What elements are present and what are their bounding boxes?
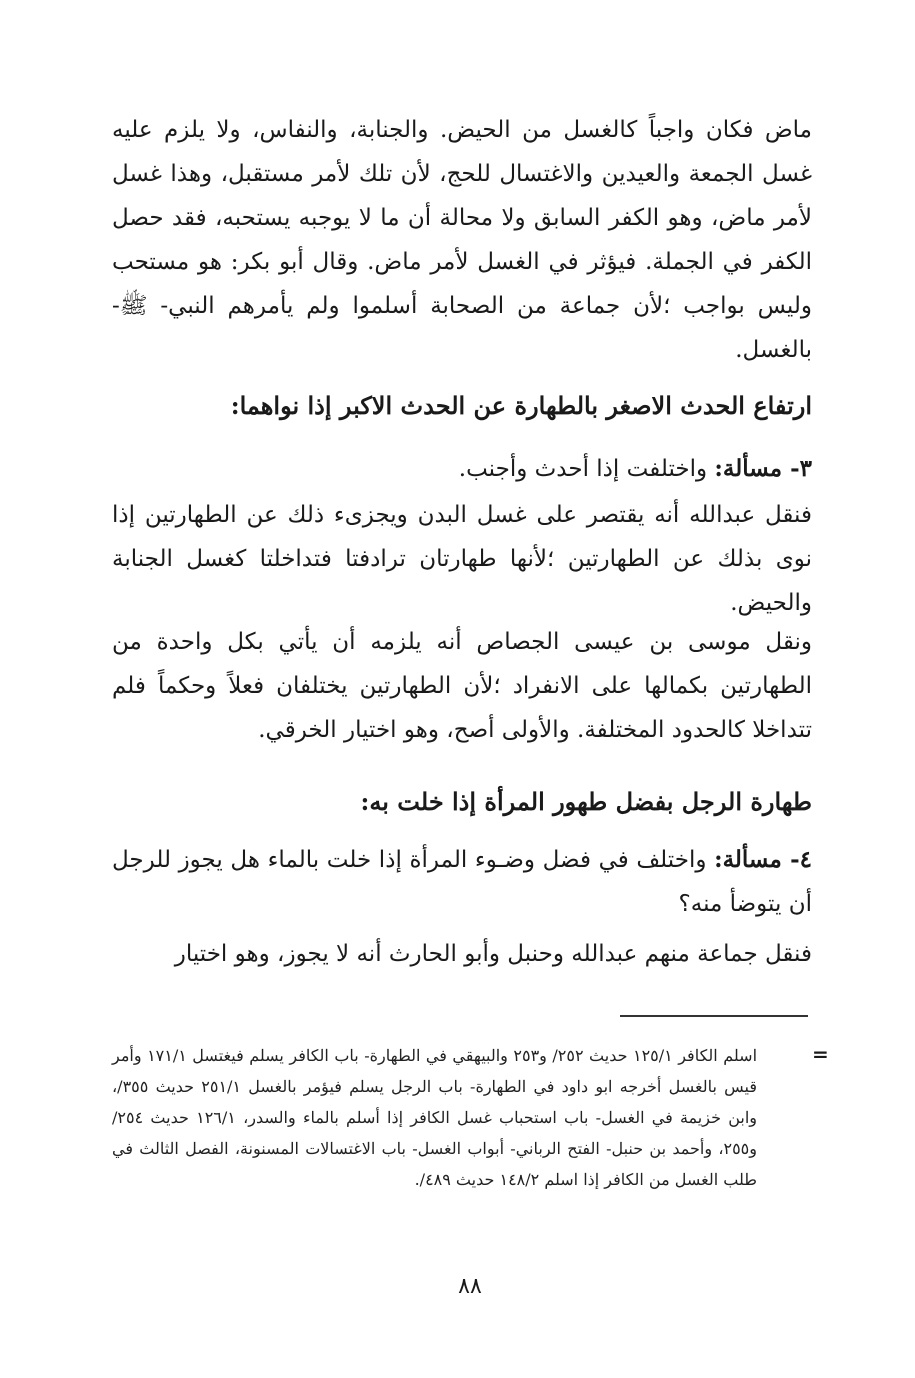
issue-paragraph-4 xyxy=(112,838,812,926)
body-paragraph-6: فنقل جماعة منهم عبدالله وحنبل وأبو الحارث أنه لا يجوز، وهو اختيار xyxy=(174,941,812,967)
section-heading-1: ارتفاع الحدث الاصغر بالطهارة عن الحدث الاكبر إذا نواهما: xyxy=(230,391,812,420)
issue-label-4: ٤- مسألة: xyxy=(714,846,812,873)
section-heading-2: طهارة الرجل بفضل طهور المرأة إذا خلت به: xyxy=(360,787,812,816)
footnote-text: اسلم الكافر ١٢٥/١ حديث ٢٥٢/ و٢٥٣ والبيهقي في الطهارة- باب الكافر يسلم فيغتسل ١٧١/١ وأمر قيس بالغسل أخرجه ابو داود في الطهارة- باب الرجل يسلم فيؤمر بالغسل ٢٥١/١ حديث ٣٥٥/، وابن خزيمة في الغسل- باب استحباب غسل الكافر إذا أسلم بالماء والسدر، ١٢٦/١ حديث ٢٥٤/ و٢٥٥، وأحمد بن حنبل- الفتح الرباني- أبواب الغسل- باب الاغتسالات المسنونة، الفصل الثالث في طلب الغسل من الكافر إذا اسلم ١٤٨/٢ حديث ٤٨٩/. xyxy=(112,1046,758,1189)
footnote-continuation-marker: = xyxy=(812,1042,829,1066)
body-paragraph-3: فنقل عبدالله أنه يقتصر على غسل البدن ويجزىء ذلك عن الطهارتين إذا نوى بذلك عن الطهارتين ؛لأنها طهارتان ترادفتا فتداخلتا كغسل الجنابة والحيض. xyxy=(112,502,812,616)
issue-text-4: واختلف في فضل وضـوء المرأة إذا خلت بالماء هل يجوز للرجل أن يتوضأ منه؟ xyxy=(112,847,812,917)
footnote-divider xyxy=(620,1015,808,1017)
page-number: ٨٨ xyxy=(458,1274,482,1299)
issue-paragraph-3 xyxy=(112,447,812,491)
body-paragraph-4: ونقل موسى بن عيسى الجصاص أنه يلزمه أن يأتي بكل واحدة من الطهارتين بكمالها على الانفراد ؛لأن الطهارتين يختلفان فعلاً وحكماً فلم تتداخلا كالحدود المختلفة. والأولى أصح، وهو اختيار الخرقي. xyxy=(112,629,812,743)
body-paragraph-1: ماض فكان واجباً كالغسل من الحيض. والجنابة، والنفاس، ولا يلزم عليه غسل الجمعة والعيدين والاغتسال للحج، لأن تلك لأمر مستقبل، وهذا غسل لأمر ماض، وهو الكفر السابق ولا محالة أن ما لا يوجبه يستحبه، فقد حصل الكفر في الجملة. فيؤثر في الغسل لأمر ماض. وقال أبو بكر: هو مستحب وليس بواجب ؛لأن جماعة من الصحابة أسلموا ولم يأمرهم النبي- ﷺ- بالغسل. xyxy=(112,117,812,363)
issue-label-3: ٣- مسألة: xyxy=(714,455,812,482)
issue-text-3: واختلفت إذا أحدث وأجنب. xyxy=(458,456,715,482)
